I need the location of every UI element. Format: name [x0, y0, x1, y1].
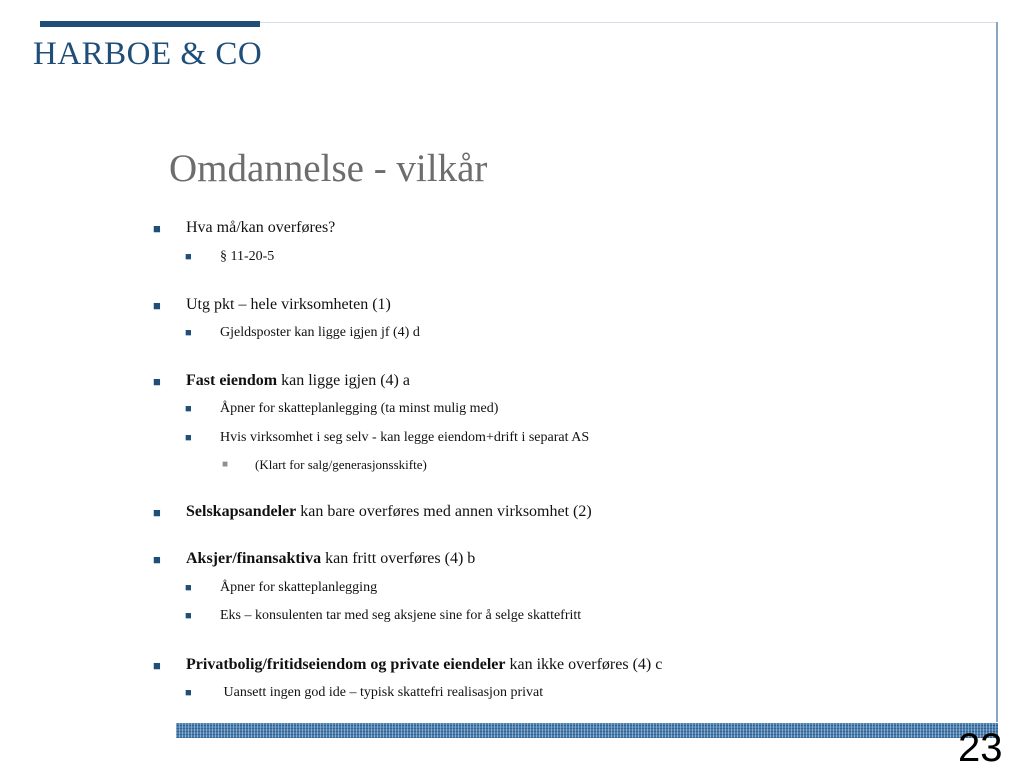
bullet-square-icon: ■ — [222, 459, 229, 470]
bullet-square-icon: ■ — [153, 505, 161, 520]
bullet-square-icon: ■ — [153, 374, 161, 389]
bullet-text — [186, 219, 335, 237]
bullet-text — [220, 608, 581, 624]
bullet-text — [220, 430, 589, 446]
bullet-text — [220, 249, 274, 265]
company-logo: HARBOE & CO — [33, 36, 263, 72]
bullet-text — [186, 656, 662, 674]
bullet-square-icon: ■ — [185, 403, 192, 415]
bullet-body-text: Åpner for skatteplanlegging (ta minst mulig med) — [220, 401, 499, 416]
bullet-body-text: Uansett ingen god ide – typisk skattefri realisasjon privat — [220, 685, 544, 700]
bullet-body-text: kan ligge igjen (4) a — [277, 372, 410, 389]
slide-title: Omdannelse - vilkår — [169, 147, 488, 190]
bullet-body-text: § 11-20-5 — [220, 249, 275, 264]
bullet-text — [220, 685, 543, 701]
bullet-bold-term: Aksjer/finansaktiva — [186, 550, 322, 567]
page-number: 23 — [958, 726, 1003, 770]
bullet-square-icon: ■ — [185, 582, 192, 594]
bullet-bold-term: Fast eiendom — [186, 372, 278, 389]
bullet-text — [186, 372, 410, 390]
bullet-body-text: Åpner for skatteplanlegging — [220, 580, 378, 595]
bullet-bold-term: Privatbolig/fritidseiendom og private eiendeler — [186, 656, 506, 673]
bullet-bold-term: Selskapsandeler — [186, 503, 297, 520]
bullet-square-icon: ■ — [185, 432, 192, 444]
bullet-text — [255, 457, 427, 473]
bullet-text — [186, 296, 391, 314]
bullet-body-text: Gjeldsposter kan ligge igjen jf (4) d — [220, 325, 420, 340]
bullet-body-text: kan bare overføres med annen virksomhet (2) — [296, 503, 592, 520]
bullet-body-text: Hvis virksomhet i seg selv - kan legge eiendom+drift i separat AS — [220, 430, 590, 445]
bullet-text — [220, 325, 420, 341]
bullet-square-icon: ■ — [153, 552, 161, 567]
bullet-square-icon: ■ — [153, 658, 161, 673]
bullet-body-text: Hva må/kan overføres? — [186, 219, 336, 236]
bullet-body-text: Eks – konsulenten tar med seg aksjene sine for å selge skattefritt — [220, 608, 582, 623]
bullet-square-icon: ■ — [185, 610, 192, 622]
bullet-text — [186, 550, 475, 568]
bullet-body-text: (Klart for salg/generasjonsskifte) — [255, 457, 427, 472]
bullet-text — [220, 580, 377, 596]
bullet-square-icon: ■ — [153, 298, 161, 313]
bullet-square-icon: ■ — [185, 327, 192, 339]
bullet-body-text: kan fritt overføres (4) b — [321, 550, 476, 567]
bullet-body-text: kan ikke overføres (4) c — [505, 656, 663, 673]
bullet-body-text: Utg pkt – hele virksomheten (1) — [186, 296, 391, 313]
bullet-square-icon: ■ — [185, 687, 192, 699]
footer-pattern-band — [176, 723, 998, 738]
bullet-text — [186, 503, 592, 521]
bullet-square-icon: ■ — [185, 251, 192, 263]
bullet-text — [220, 401, 498, 417]
bullet-square-icon: ■ — [153, 221, 161, 236]
